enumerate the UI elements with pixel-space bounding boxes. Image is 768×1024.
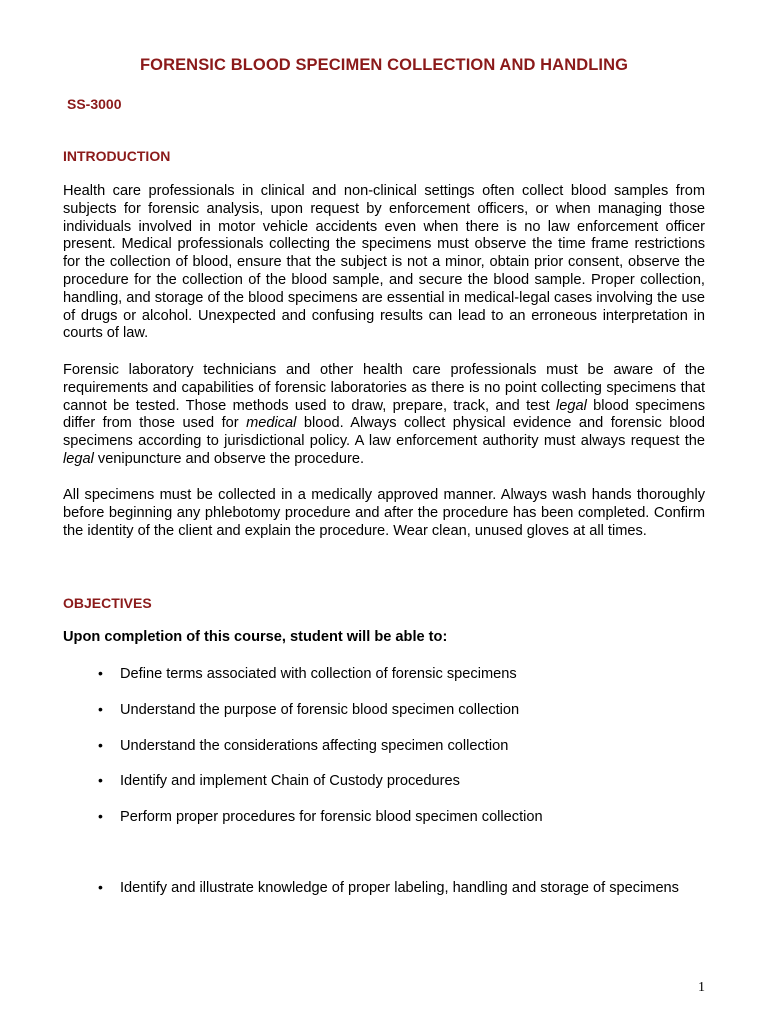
paragraph-text: blood. Always collect physical evidence and forensic blood specimens according to jurisdictional policy. A law enforcement authority must always request the	[63, 415, 705, 450]
document-title: FORENSIC BLOOD SPECIMEN COLLECTION AND HANDLING	[139, 56, 629, 74]
introduction-paragraph-3: All specimens must be collected in a medically approved manner. Always wash hands thoroughly before beginning any phlebotomy procedure and after the procedure has been completed. Confirm the identity of the client and explain the procedure. Wear clean, unused gloves at all times.	[63, 487, 705, 539]
list-item	[98, 665, 517, 684]
bullet-icon: •	[98, 701, 103, 717]
course-code: SS-3000	[67, 96, 122, 112]
list-item-text: Understand the purpose of forensic blood specimen collection	[120, 702, 520, 718]
introduction-paragraph-1: Health care professionals in clinical and non-clinical settings often collect blood samples from subjects for forensic analysis, upon request by enforcement officers, or when managing those individuals involved in motor vehicle accidents even when there is no law enforcement officer present. Medical professionals collecting the specimens must observe the time frame restrictions for the collection of blood, ensure that the subject is not a minor, obtain prior consent, observe the procedure for the collection of the blood sample, and secure the blood sample. Proper collection, handling, and storage of the blood specimens are essential in medical-legal cases involving the use of drugs or alcohol. Unexpected and confusing results can lead to an erroneous interpretation in courts of law.	[63, 183, 705, 342]
page-number: 1	[698, 980, 705, 995]
list-item	[98, 808, 543, 827]
list-item	[98, 737, 508, 756]
bullet-icon: •	[98, 737, 103, 753]
bullet-icon: •	[98, 665, 103, 681]
introduction-paragraph-2	[63, 362, 705, 469]
list-item-text: Identify and implement Chain of Custody procedures	[120, 773, 460, 789]
list-item	[98, 772, 460, 791]
emphasis-legal: legal	[63, 450, 94, 467]
bullet-icon: •	[98, 879, 103, 895]
introduction-heading: INTRODUCTION	[63, 148, 171, 164]
objectives-lead: Upon completion of this course, student will be able to:	[63, 629, 448, 645]
list-item-text: Identify and illustrate knowledge of proper labeling, handling and storage of specimens	[120, 880, 679, 896]
bullet-icon: •	[98, 772, 103, 788]
list-item-text: Define terms associated with collection of forensic specimens	[120, 666, 517, 682]
paragraph-text: blood specimens differ from those used for	[63, 397, 705, 432]
emphasis-legal: legal	[555, 397, 587, 414]
list-item	[98, 879, 679, 898]
bullet-icon: •	[98, 808, 103, 824]
list-item-text: Perform proper procedures for forensic blood specimen collection	[120, 809, 543, 825]
paragraph-text: venipuncture and observe the procedure.	[93, 450, 365, 467]
emphasis-medical: medical	[246, 415, 297, 432]
paragraph-text: Forensic laboratory technicians and other health care professionals must be aware of the requirements and capabilities of forensic laboratories as there is no point collecting specimens that cannot be tested. Those methods used to draw, prepare, track, and test	[63, 362, 705, 414]
list-item	[98, 701, 519, 720]
objectives-heading: OBJECTIVES	[63, 595, 152, 611]
list-item-text: Understand the considerations affecting specimen collection	[120, 738, 509, 754]
